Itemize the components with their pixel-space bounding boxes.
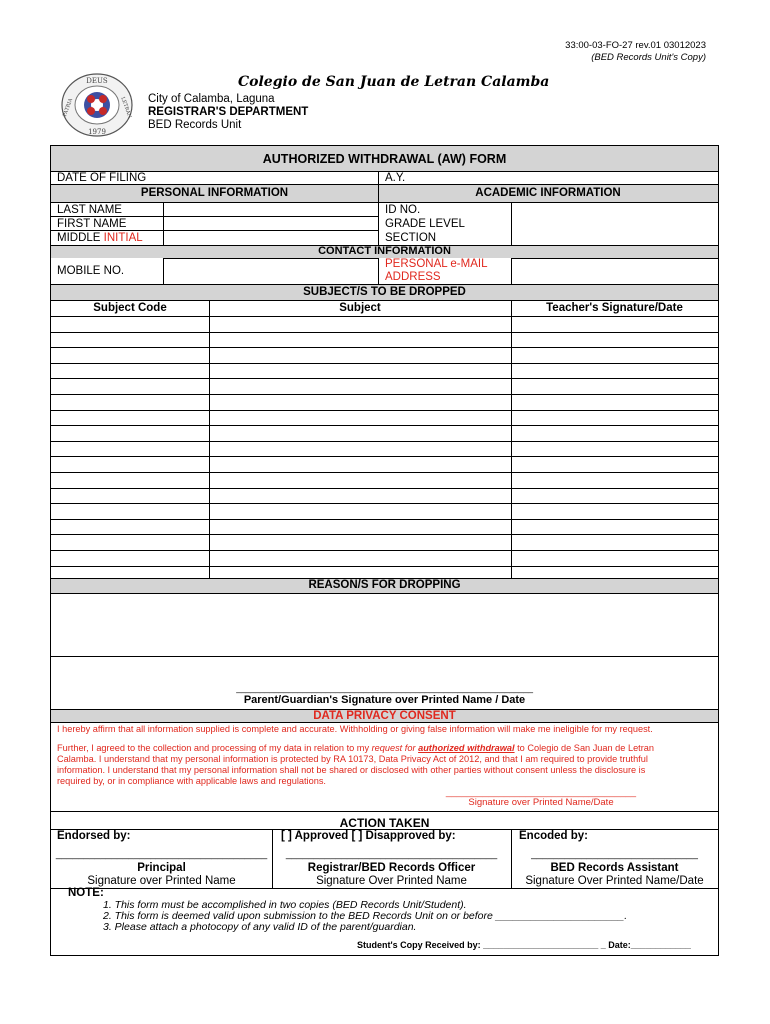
school-name: Colegio de San Juan de Letran Calamba — [238, 74, 550, 90]
note-label: NOTE: — [68, 887, 104, 899]
table-row[interactable] — [51, 363, 718, 364]
privacy-line-4: required by, or in compliance with applicable laws and regulations. — [57, 776, 326, 786]
logo-year: 1979 — [88, 128, 106, 136]
table-row[interactable] — [51, 394, 718, 395]
parent-signature-label: Parent/Guardian's Signature over Printed Name / Date — [243, 694, 526, 706]
document-reference — [565, 40, 706, 64]
unit: BED Records Unit — [148, 119, 242, 131]
section-field[interactable] — [512, 231, 717, 244]
assistant-signature-label: Signature Over Printed Name/Date — [525, 875, 704, 887]
first-name-label: FIRST NAME — [57, 218, 127, 230]
section-label: SECTION — [385, 232, 437, 244]
subject-header: Subject — [339, 302, 381, 314]
table-row[interactable] — [51, 347, 718, 348]
first-name-field[interactable] — [164, 217, 377, 230]
registrar-line: ______________________________________ — [285, 849, 498, 860]
assistant-line: ______________________________ — [531, 849, 698, 860]
reasons-heading: REASON/S FOR DROPPING — [308, 579, 461, 591]
table-row[interactable] — [51, 503, 718, 504]
approval-label[interactable]: [ ] Approved [ ] Disapproved by: — [281, 830, 456, 842]
mobile-no-label: MOBILE NO. — [57, 265, 125, 277]
note-3: 3. Please attach a photocopy of any valid ID of the parent/guardian. — [103, 921, 417, 933]
table-row[interactable] — [51, 378, 718, 379]
table-row[interactable] — [51, 566, 718, 567]
aw-form — [50, 145, 719, 956]
ay-label: A.Y. — [385, 172, 406, 184]
id-no-field[interactable] — [512, 203, 717, 216]
student-copy-received: Student's Copy Received by: _______________________ _ Date:____________ — [357, 940, 691, 950]
assistant-label: BED Records Assistant — [550, 862, 679, 874]
teacher-signature-header: Teacher's Signature/Date — [546, 302, 683, 314]
table-row[interactable] — [51, 550, 718, 551]
registrar-label: Registrar/BED Records Officer — [307, 862, 476, 874]
table-row[interactable] — [51, 519, 718, 520]
table-row[interactable] — [51, 410, 718, 411]
table-row[interactable] — [51, 472, 718, 473]
note-2: 2. This form is deemed valid upon submission to the BED Records Unit on or before ______________________. — [103, 910, 628, 922]
table-row[interactable] — [51, 332, 718, 333]
logo-top-text: DEUS — [86, 77, 108, 85]
date-of-filing-field[interactable] — [211, 171, 377, 184]
privacy-signature-line: ____________________________________ — [445, 787, 637, 798]
privacy-signature-label: Signature over Printed Name/Date — [468, 797, 614, 808]
registrar-signature-label: Signature Over Printed Name — [316, 875, 467, 887]
note-1: 1. This form must be accomplished in two copies (BED Records Unit/Student). — [103, 899, 467, 911]
grade-level-field[interactable] — [512, 217, 717, 230]
logo-left-text: PATRIA — [62, 97, 75, 118]
department: REGISTRAR'S DEPARTMENT — [148, 106, 309, 118]
middle-initial-field[interactable] — [164, 231, 377, 244]
table-row[interactable] — [51, 488, 718, 489]
table-row[interactable] — [51, 316, 718, 317]
endorsed-by-label: Endorsed by: — [57, 830, 131, 842]
last-name-field[interactable] — [164, 203, 377, 216]
principal-label: Principal — [137, 862, 186, 874]
action-taken-heading: ACTION TAKEN — [339, 816, 430, 830]
form-title: AUTHORIZED WITHDRAWAL (AW) FORM — [262, 152, 507, 166]
principal-line: ______________________________________ — [55, 849, 268, 860]
principal-signature-label: Signature over Printed Name — [87, 875, 236, 887]
middle-initial-label: MIDDLE INITIAL — [57, 232, 143, 244]
document-code: 33:00-03-FO-27 rev.01 03012023 — [565, 40, 706, 51]
city: City of Calamba, Laguna — [148, 93, 275, 105]
encoded-by-label: Encoded by: — [519, 830, 589, 842]
personal-email-field[interactable] — [512, 259, 717, 283]
table-row[interactable] — [51, 425, 718, 426]
mobile-no-field[interactable] — [164, 259, 377, 283]
privacy-line-3: information. I understand that my personal information shall not be shared or disclosed with other parties without consent unless the disclosure is — [57, 765, 646, 775]
subject-code-header: Subject Code — [93, 302, 167, 314]
table-row[interactable] — [51, 441, 718, 442]
parent-signature-line: _______________________________________________________________ — [236, 683, 533, 693]
privacy-affirmation: I hereby affirm that all information supplied is complete and accurate. Withholding or giving false information will make me ineligible for my request. — [57, 724, 653, 734]
last-name-label: LAST NAME — [57, 204, 122, 216]
logo-right-text: LETRAN — [119, 96, 133, 120]
contact-info-heading: CONTACT INFORMATION — [318, 245, 451, 257]
privacy-consent-heading: DATA PRIVACY CONSENT — [313, 710, 456, 722]
grade-level-label: GRADE LEVEL — [385, 218, 465, 230]
date-of-filing-label: DATE OF FILING — [57, 172, 147, 184]
academic-info-heading: ACADEMIC INFORMATION — [475, 187, 621, 199]
copy-label: (BED Records Unit's Copy) — [591, 52, 706, 63]
ay-field[interactable] — [421, 171, 717, 184]
personal-email-label: PERSONAL e-MAIL ADDRESS — [385, 258, 488, 283]
privacy-line-1: Further, I agreed to the collection and processing of my data in relation to my request for authorized withdrawal to Colegio de San Juan de Letran — [57, 743, 655, 753]
reasons-field[interactable] — [51, 594, 718, 656]
personal-info-heading: PERSONAL INFORMATION — [140, 187, 289, 199]
school-logo — [60, 72, 134, 138]
table-row[interactable] — [51, 534, 718, 535]
id-no-label: ID NO. — [385, 204, 421, 216]
subjects-dropped-heading: SUBJECT/S TO BE DROPPED — [303, 286, 466, 298]
privacy-line-2: Calamba. I understand that my personal information is protected by RA 10173, Data Privacy Act of 2012, and that I am required to provide truthful — [57, 754, 648, 764]
table-row[interactable] — [51, 456, 718, 457]
